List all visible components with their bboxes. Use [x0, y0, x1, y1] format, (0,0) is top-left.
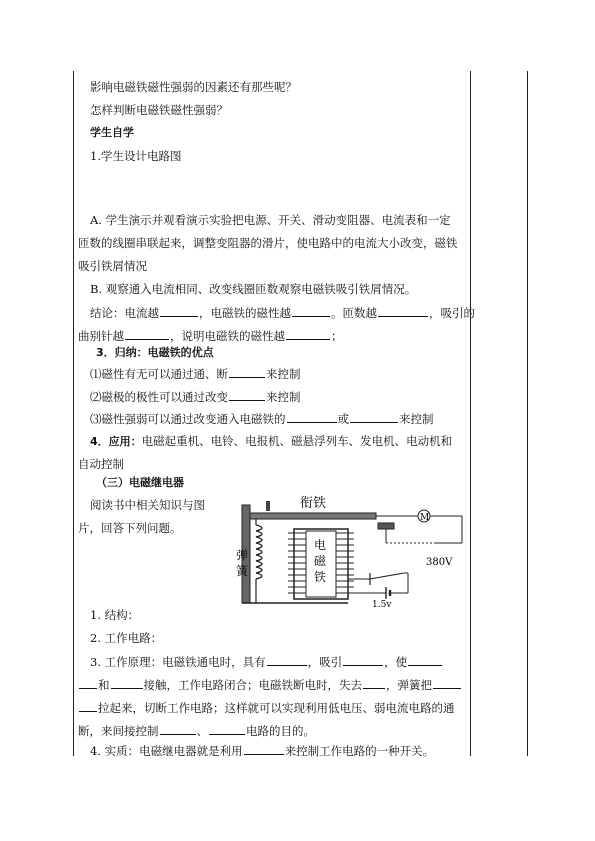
fill-blank	[125, 328, 169, 340]
text-line: 2. 工作电路：	[90, 631, 163, 645]
spring-label: 弹簧	[236, 548, 249, 578]
text-line: 影响电磁铁磁性强弱的因素还有那些呢？	[90, 80, 297, 94]
fill-blank	[209, 723, 245, 735]
text-line: 自动控制	[78, 457, 124, 471]
section-heading: （三）电磁继电器	[96, 476, 184, 489]
fill-blank	[378, 305, 428, 317]
motor-label: M	[420, 513, 430, 523]
high-voltage-label: 380V	[426, 557, 453, 568]
text-line: 1.学生设计电路图	[90, 149, 182, 163]
armature-label: 衔铁	[300, 496, 327, 511]
text-line: 吸引铁屑情况	[78, 259, 147, 273]
fill-blank	[408, 654, 442, 666]
electromagnet-label: 电磁铁	[314, 538, 327, 584]
section-heading: 3．归纳：电磁铁的优点	[96, 346, 214, 359]
fill-blank	[79, 700, 97, 712]
fill-blank	[267, 654, 307, 666]
fill-blank	[350, 411, 398, 423]
fill-blank	[433, 677, 461, 689]
spring-icon	[256, 525, 262, 579]
text-line: ⑴磁性有无可以通过通、断 来控制	[90, 367, 301, 381]
text-line: 怎样判断电磁铁磁性强弱？	[90, 103, 228, 117]
armature-bar	[250, 513, 376, 519]
relay-diagram	[236, 493, 468, 611]
text-line: 1. 结构：	[90, 608, 140, 622]
text-line: 断，来间接控制 、 电路的目的。	[78, 724, 315, 738]
table-column-divider	[470, 71, 471, 756]
fill-blank	[229, 366, 265, 378]
text-line: 片，回答下列问题。	[78, 521, 182, 535]
text-line: ⑵磁极的极性可以通过改变 来控制	[90, 390, 301, 404]
fill-blank	[229, 389, 265, 401]
text-line: 和 接触，工作电路闭合；电磁铁断电时，失去 ，弹簧把	[78, 677, 462, 692]
low-voltage-label: 1.5v	[372, 600, 392, 610]
text-line: 3. 工作原理：电磁铁通电时，具有 ，吸引 ，使	[90, 654, 443, 669]
section-heading: 学生自学	[90, 126, 134, 139]
fill-blank	[79, 677, 97, 689]
fill-blank	[244, 743, 284, 755]
fill-blank	[363, 677, 385, 689]
text-line: 阅读书中相关知识与图	[90, 498, 205, 512]
fill-blank	[160, 723, 196, 735]
fill-blank	[343, 654, 383, 666]
fill-blank	[287, 411, 337, 423]
text-line: A. 学生演示并观看演示实验把电源、开关、滑动变阻器、电流表和一定	[90, 213, 451, 227]
contact-icon	[378, 523, 394, 529]
armature-pivot	[266, 501, 270, 511]
fill-blank	[292, 305, 330, 317]
text-line: ⑶磁性强弱可以通过改变通入电磁铁的 或 来控制	[90, 412, 434, 426]
fill-blank	[111, 677, 143, 689]
fill-blank	[160, 305, 198, 317]
text-line: 4．应用：电磁起重机、电铃、电报机、磁悬浮列车、发电机、电动机和	[90, 434, 453, 448]
text-line: 匝数的线圈串联起来，调整变阻器的滑片，使电路中的电流大小改变，磁铁	[78, 236, 458, 250]
text-line: 4. 实质：电磁继电器就是利用 来控制工作电路的一种开关。	[90, 744, 435, 758]
fill-blank	[286, 328, 330, 340]
conclusion-line: 结论：电流越 ，电磁铁的磁性越 。匝数越 ，吸引的	[90, 306, 475, 320]
text-line: B. 观察通入电流相同、改变线圈匝数观察电磁铁吸引铁屑情况。	[90, 282, 417, 296]
conclusion-line: 曲别针越 ，说明电磁铁的磁性越 ；	[78, 329, 343, 343]
text-line: 拉起来，切断工作电路；这样就可以实现利用低电压、弱电流电路的通	[78, 700, 455, 715]
